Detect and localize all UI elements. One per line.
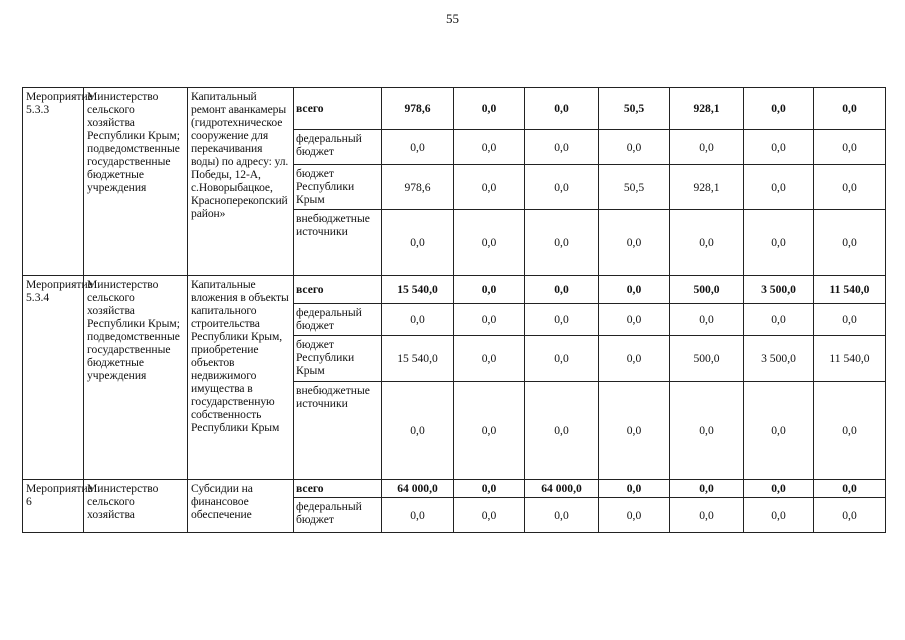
value-cell: 0,0 [599,336,670,382]
value-cell: 0,0 [670,210,744,276]
value-cell: 0,0 [525,276,599,304]
source-cell: всего [294,88,382,130]
measure-cell: Мероприятие 5.3.4 [23,276,84,480]
measure-cell: Мероприятие 5.3.3 [23,88,84,276]
value-cell: 0,0 [599,498,670,533]
description-cell: Субсидии на финансовое обеспечение [188,480,294,533]
value-cell: 0,0 [814,88,886,130]
source-cell: внебюджетные источники [294,382,382,480]
value-cell: 0,0 [454,210,525,276]
value-cell: 0,0 [744,304,814,336]
value-cell: 0,0 [599,210,670,276]
value-cell: 0,0 [525,130,599,165]
value-cell: 0,0 [670,304,744,336]
value-cell: 0,0 [525,165,599,210]
value-cell: 64 000,0 [525,480,599,498]
source-cell: бюджет Республики Крым [294,336,382,382]
value-cell: 978,6 [382,88,454,130]
value-cell: 0,0 [670,382,744,480]
value-cell: 0,0 [454,498,525,533]
value-cell: 0,0 [525,336,599,382]
value-cell: 0,0 [814,382,886,480]
value-cell: 0,0 [454,382,525,480]
measure-cell: Мероприятие 6 [23,480,84,533]
value-cell: 0,0 [814,210,886,276]
value-cell: 0,0 [744,88,814,130]
value-cell: 0,0 [525,304,599,336]
value-cell: 0,0 [599,480,670,498]
value-cell: 0,0 [814,498,886,533]
value-cell: 0,0 [525,88,599,130]
table-row [23,276,886,304]
value-cell: 0,0 [454,336,525,382]
value-cell: 0,0 [744,498,814,533]
value-cell: 15 540,0 [382,336,454,382]
executor-cell: Министерство сельского хозяйства [84,480,188,533]
value-cell: 0,0 [382,210,454,276]
value-cell: 3 500,0 [744,276,814,304]
value-cell: 0,0 [454,88,525,130]
value-cell: 0,0 [599,304,670,336]
value-cell: 0,0 [814,130,886,165]
value-cell: 978,6 [382,165,454,210]
value-cell: 0,0 [670,130,744,165]
source-cell: федеральный бюджет [294,304,382,336]
value-cell: 50,5 [599,88,670,130]
value-cell: 0,0 [814,304,886,336]
value-cell: 0,0 [382,498,454,533]
value-cell: 0,0 [454,130,525,165]
executor-cell: Министерство сельского хозяйства Республики Крым; подведомственные государственные бюджетные учреждения [84,88,188,276]
value-cell: 0,0 [525,210,599,276]
value-cell: 0,0 [454,165,525,210]
value-cell: 0,0 [670,480,744,498]
value-cell: 0,0 [454,480,525,498]
value-cell: 64 000,0 [382,480,454,498]
value-cell: 0,0 [670,498,744,533]
source-cell: бюджет Республики Крым [294,165,382,210]
source-cell: всего [294,276,382,304]
value-cell: 0,0 [382,304,454,336]
value-cell: 0,0 [382,130,454,165]
value-cell: 15 540,0 [382,276,454,304]
value-cell: 0,0 [744,382,814,480]
value-cell: 0,0 [814,480,886,498]
budget-table [22,87,886,533]
value-cell: 928,1 [670,88,744,130]
value-cell: 11 540,0 [814,336,886,382]
value-cell: 0,0 [599,130,670,165]
value-cell: 0,0 [382,382,454,480]
value-cell: 0,0 [814,165,886,210]
source-cell: федеральный бюджет [294,498,382,533]
value-cell: 0,0 [454,304,525,336]
source-cell: внебюджетные источники [294,210,382,276]
value-cell: 0,0 [744,130,814,165]
value-cell: 500,0 [670,276,744,304]
value-cell: 11 540,0 [814,276,886,304]
description-cell: Капитальные вложения в объекты капитального строительства Республики Крым, приобретение объектов недвижимого имущества в государственную собственность Республики Крым [188,276,294,480]
description-cell: Капитальный ремонт аванкамеры (гидротехническое сооружение для перекачивания воды) по адресу: ул. Победы, 12-А, с.Новорыбацкое, Красноперекопский район» [188,88,294,276]
value-cell: 0,0 [454,276,525,304]
table-row [23,88,886,130]
value-cell: 0,0 [525,498,599,533]
value-cell: 0,0 [744,165,814,210]
table-row [23,480,886,498]
source-cell: федеральный бюджет [294,130,382,165]
value-cell: 0,0 [525,382,599,480]
value-cell: 0,0 [744,480,814,498]
value-cell: 3 500,0 [744,336,814,382]
source-cell: всего [294,480,382,498]
value-cell: 0,0 [744,210,814,276]
value-cell: 500,0 [670,336,744,382]
value-cell: 0,0 [599,382,670,480]
page-number: 55 [446,11,459,26]
executor-cell: Министерство сельского хозяйства Республики Крым; подведомственные государственные бюджетные учреждения [84,276,188,480]
value-cell: 50,5 [599,165,670,210]
value-cell: 928,1 [670,165,744,210]
value-cell: 0,0 [599,276,670,304]
